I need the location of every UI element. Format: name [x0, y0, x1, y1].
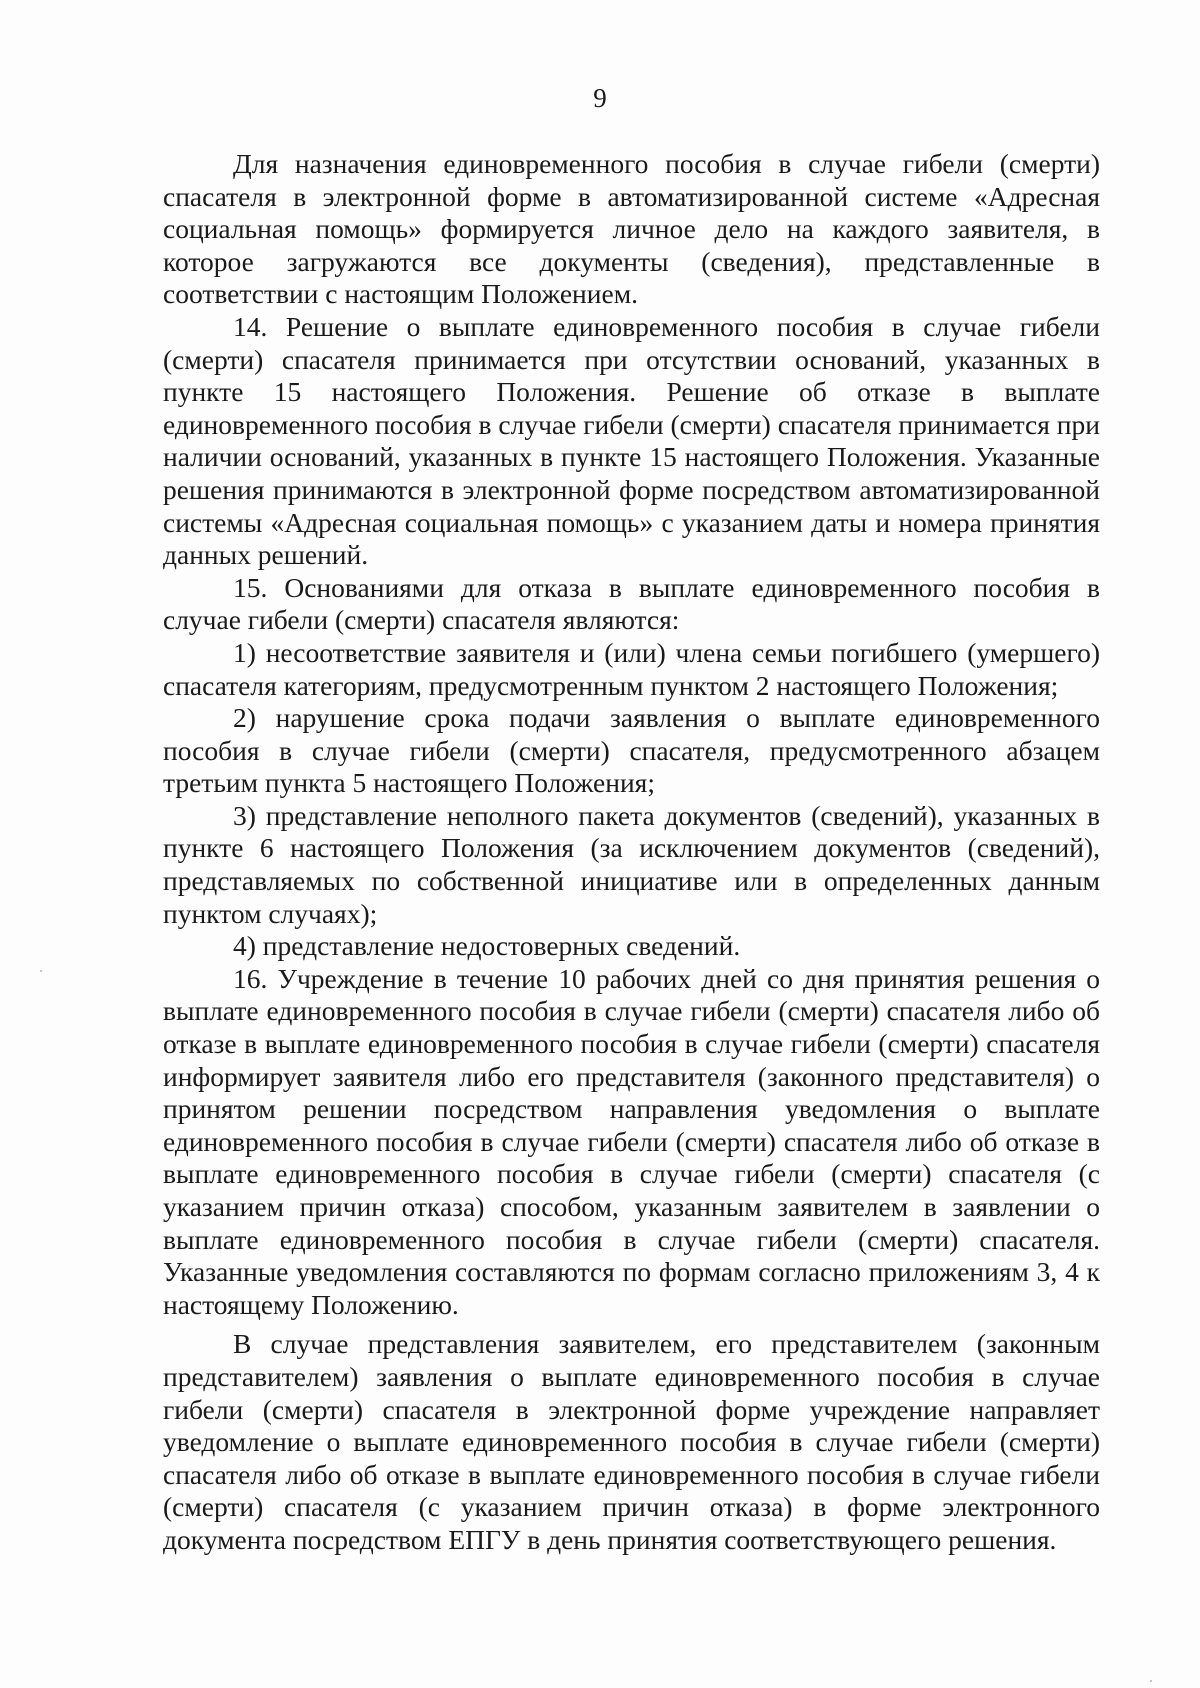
list-item-4: 4) представление недостоверных сведений. — [233, 930, 741, 962]
paragraph-16-notification: 16. Учреждение в течение 10 рабочих дней со дня принятия решения о выплате единовременного пособия в случае гибели (смерти) спасателя либо об отказе в выплате единовременного пособия в случае гибели (смерти) спасателя информирует заявителя либо его представителя (законного представителя) о принятом решении посредством направления уведомления о выплате единовременного пособия в случае гибели (смерти) спасателя либо об отказе в выплате единовременного пособия в случае гибели (смерти) спасателя (с указанием причин отказа) способом, указанным заявителем в заявлении о выплате единовременного пособия в случае гибели (смерти) спасателя. Указанные уведомления составляются по формам согласно приложениям 3, 4 к настоящему Положению. — [163, 962, 1100, 1320]
paragraph-15-grounds: 15. Основаниями для отказа в выплате единовременного пособия в случае гибели (смерти) спасателя являются: — [163, 571, 1100, 636]
list-item-3: 3) представление неполного пакета документов (сведений), указанных в пункте 6 настоящего Положения (за исключением документов (сведений), представляемых по собственной инициативе или в определенных данным пунктом случаях); — [163, 799, 1100, 929]
paragraph-personal-file: Для назначения единовременного пособия в случае гибели (смерти) спасателя в электронной форме в автоматизированной системе «Адресная социальная помощь» формируется личное дело на каждого заявителя, в которое загружаются все документы (сведения), представленные в соответствии с настоящим Положением. — [163, 148, 1100, 310]
paragraph-electronic-notification: В случае представления заявителем, его представителем (законным представителем) заявления о выплате единовременного пособия в случае гибели (смерти) спасателя в электронной форме учреждение направляет уведомление о выплате единовременного пособия в случае гибели (смерти) спасателя либо об отказе в выплате единовременного пособия в случае гибели (смерти) спасателя (с указанием причин отказа) в форме электронного документа посредством ЕПГУ в день принятия соответствующего решения. — [163, 1328, 1100, 1555]
scan-speck — [40, 970, 42, 972]
scan-speck — [1150, 1680, 1152, 1682]
document-body — [163, 148, 1100, 1557]
paragraph-14-decision: 14. Решение о выплате единовременного пособия в случае гибели (смерти) спасателя принимается при отсутствии оснований, указанных в пункте 15 настоящего Положения. Решение об отказе в выплате единовременного пособия в случае гибели (смерти) спасателя принимается при наличии оснований, указанных в пункте 15 настоящего Положения. Указанные решения принимаются в электронной форме посредством автоматизированной системы «Адресная социальная помощь» с указанием даты и номера принятия данных решений. — [163, 310, 1100, 571]
page-number: 9 — [593, 83, 607, 113]
list-item-1: 1) несоответствие заявителя и (или) члена семьи погибшего (умершего) спасателя категориям, предусмотренным пунктом 2 настоящего Положения; — [163, 636, 1100, 701]
list-item-2: 2) нарушение срока подачи заявления о выплате единовременного пособия в случае гибели (смерти) спасателя, предусмотренного абзацем третьим пункта 5 настоящего Положения; — [163, 702, 1100, 799]
